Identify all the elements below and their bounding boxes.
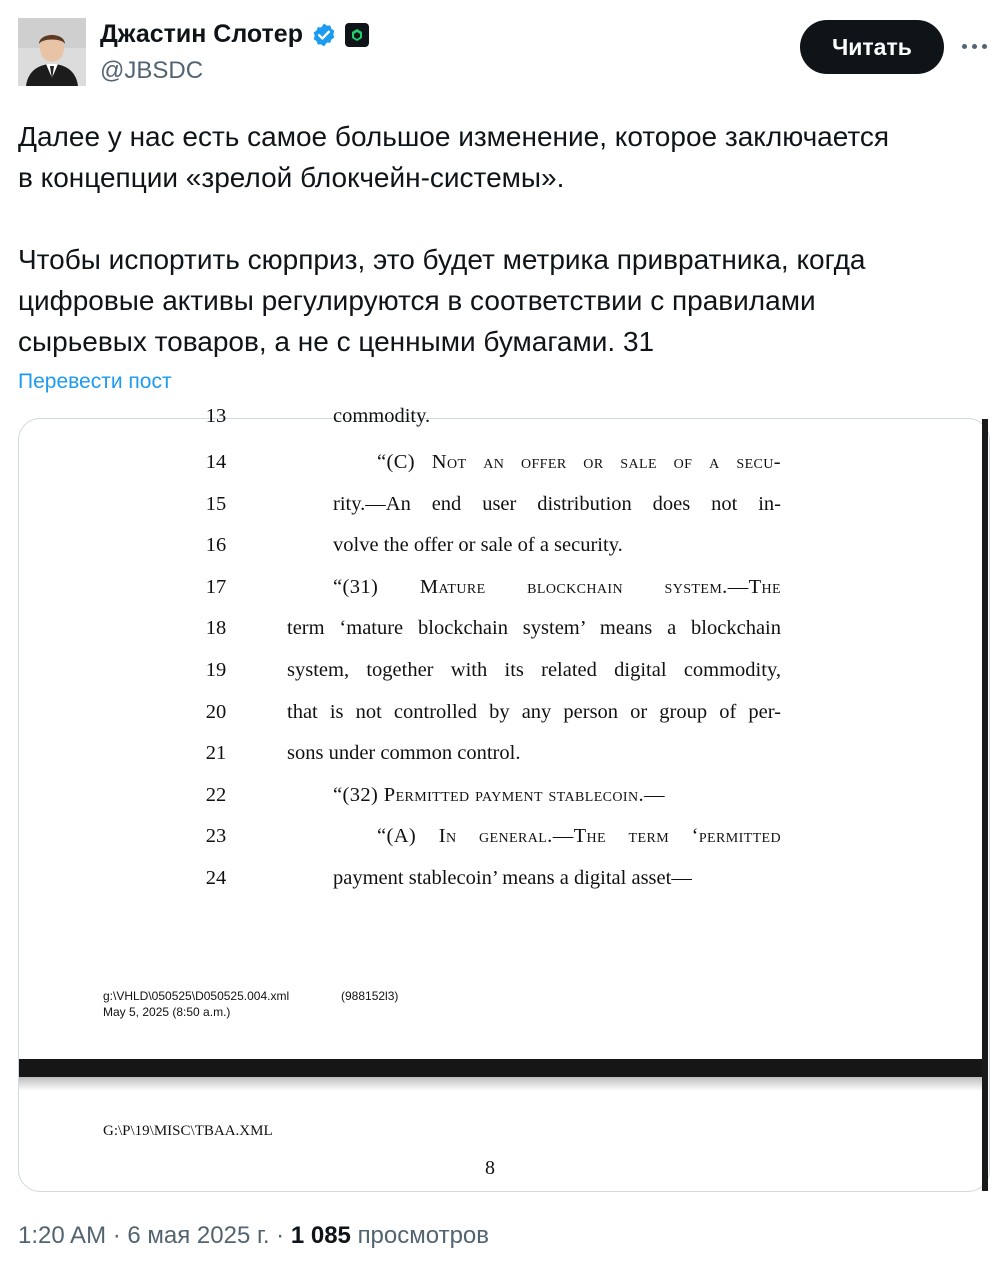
document-line: “(C) Not an offer or sale of a secu- — [377, 451, 781, 473]
follow-button[interactable]: Читать — [800, 20, 944, 74]
line-number: 24 — [205, 867, 227, 889]
tweet-line: Чтобы испортить сюрприз, это будет метрика привратника, когда — [18, 244, 866, 275]
translate-post-link[interactable]: Перевести пост — [18, 370, 172, 393]
document-line: volve the offer or sale of a security. — [333, 534, 623, 556]
page-shadow — [19, 1077, 984, 1091]
document-line: “(A) In general.—The term ‘permitted — [377, 825, 781, 847]
tweet-paragraph-2 — [18, 239, 978, 362]
document-line: that is not controlled by any person or group of per- — [287, 701, 781, 723]
document-footer-path: g:\VHLD\050525\D050525.004.xml — [103, 989, 290, 1003]
author-handle[interactable]: @JBSDC — [100, 57, 204, 84]
scan-edge — [982, 419, 988, 1191]
document-footer-date: May 5, 2025 (8:50 a.m.) — [103, 1005, 231, 1019]
line-number: 19 — [205, 659, 227, 681]
document-line: “(31) Mature blockchain system.—The — [333, 576, 781, 598]
document-page — [19, 405, 989, 1059]
tweet-paragraph-1 — [18, 116, 978, 198]
document-line: payment stablecoin’ means a digital asset— — [333, 867, 692, 889]
page-divider — [19, 1059, 984, 1077]
line-number: 22 — [205, 784, 227, 806]
attached-image[interactable] — [18, 405, 990, 1192]
line-number: 21 — [205, 742, 227, 764]
separator: · — [112, 1222, 121, 1249]
next-page-path: G:\P\19\MISC\TBAA.XML — [103, 1123, 273, 1139]
line-number: 15 — [205, 493, 227, 515]
tweet-line: Далее у нас есть самое большое изменение, которое заключается — [18, 121, 890, 152]
verified-badge-icon — [311, 22, 337, 48]
document-line: system, together with its related digital commodity, — [287, 659, 781, 681]
affiliate-badge-icon[interactable] — [345, 23, 369, 47]
line-number: 20 — [205, 701, 227, 723]
document-line: rity.—An end user distribution does not in- — [333, 493, 781, 515]
line-number: 16 — [205, 534, 227, 556]
document-line: “(32) Permitted payment stablecoin.— — [333, 784, 665, 806]
line-number: 13 — [205, 405, 227, 427]
document-line: term ‘mature blockchain system’ means a blockchain — [287, 617, 781, 639]
document-footer-id: (988152l3) — [341, 989, 399, 1003]
author-name-row[interactable] — [100, 20, 369, 49]
tweet-line: в концепции «зрелой блокчейн-системы». — [18, 162, 565, 193]
tweet-line: цифровые активы регулируются в соответствии с правилами — [18, 285, 816, 316]
tweet-text — [18, 116, 978, 362]
tweet-meta — [18, 1222, 489, 1250]
more-icon[interactable] — [956, 34, 992, 58]
line-number: 23 — [205, 825, 227, 847]
line-number: 14 — [205, 451, 227, 473]
line-number: 17 — [205, 576, 227, 598]
tweet-time[interactable]: 1:20 AM — [18, 1222, 107, 1249]
author-name[interactable]: Джастин Слотер — [100, 20, 303, 48]
views-label: просмотров — [357, 1222, 490, 1249]
line-number: 18 — [205, 617, 227, 639]
views-count: 1 085 — [290, 1222, 351, 1249]
document-line: sons under common control. — [287, 742, 521, 764]
tweet-date[interactable]: 6 мая 2025 г. — [127, 1222, 270, 1249]
document-line: commodity. — [333, 405, 431, 427]
avatar[interactable] — [18, 18, 86, 86]
page-number: 8 — [485, 1157, 495, 1179]
tweet-line: сырьевых товаров, а не с ценными бумагами. 31 — [18, 326, 655, 357]
separator: · — [276, 1222, 285, 1249]
